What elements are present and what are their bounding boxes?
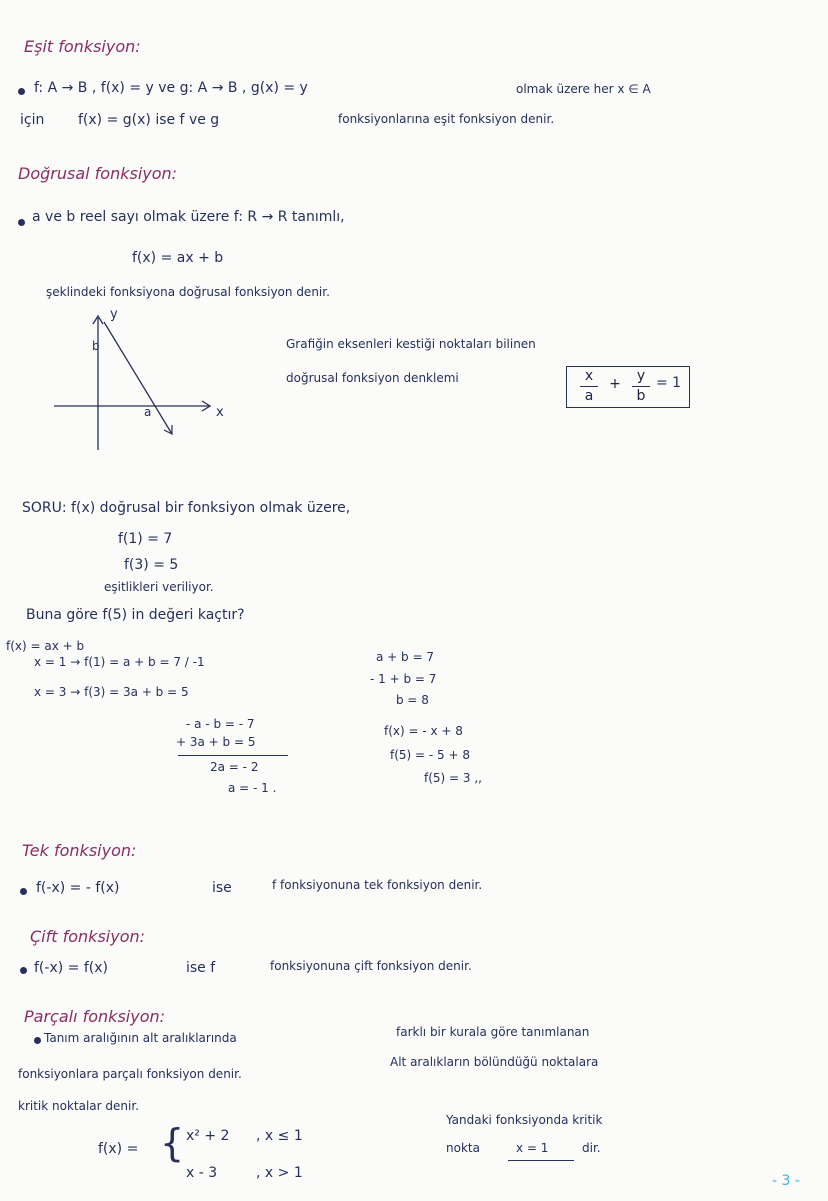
solution-s1: f(x) = ax + b: [6, 639, 85, 653]
solution-r4: f(x) = - x + 8: [384, 724, 463, 738]
section-title-tek: Tek fonksiyon:: [22, 841, 137, 860]
bullet: [18, 219, 25, 226]
esit-line1: f: A → B , f(x) = y ve g: A → B , g(x) = y: [34, 80, 308, 96]
parcali-l2b: Alt aralıkların bölündüğü noktalara: [390, 1055, 599, 1069]
eq-a: a: [584, 388, 594, 404]
section-title-dogrusal: Doğrusal fonksiyon:: [18, 164, 178, 183]
piecewise-cond1: , x ≤ 1: [256, 1128, 303, 1144]
soru-ask: Buna göre f(5) in değeri kaçtır?: [26, 607, 245, 623]
piecewise-case1: x² + 2: [186, 1128, 230, 1144]
solution-r5: f(5) = - 5 + 8: [390, 748, 471, 762]
fraction-bar: [580, 386, 598, 387]
solution-r3: b = 8: [396, 693, 429, 707]
dogrusal-line1: a ve b reel sayı olmak üzere f: R → R tanımlı,: [32, 209, 345, 225]
parcali-l3: kritik noktalar denir.: [18, 1099, 139, 1113]
cift-rest: fonksiyonuna çift fonksiyon denir.: [270, 959, 472, 973]
cift-ise: ise f: [186, 960, 216, 976]
fraction-bar: [632, 386, 650, 387]
soru-given: eşitlikleri veriliyor.: [104, 580, 214, 594]
solution-s5: + 3a + b = 5: [176, 735, 256, 749]
piecewise-fx: f(x) =: [98, 1141, 139, 1157]
critical-note2a: nokta: [446, 1141, 480, 1155]
x-axis-label: x: [216, 405, 224, 420]
solution-r1: a + b = 7: [376, 650, 434, 664]
tek-line: f(-x) = - f(x): [36, 880, 120, 896]
esit-line2c: fonksiyonlarına eşit fonksiyon denir.: [338, 112, 555, 126]
solution-r2: - 1 + b = 7: [370, 672, 437, 686]
esit-line2b: f(x) = g(x) ise f ve g: [78, 112, 220, 128]
bullet: [18, 88, 25, 95]
eq-b: b: [636, 388, 646, 404]
eq-plus: +: [609, 376, 621, 392]
eq-x: x: [584, 368, 594, 384]
tek-ise: ise: [212, 880, 232, 896]
piecewise-cond2: , x > 1: [256, 1165, 303, 1181]
intercept-a-label: a: [144, 405, 152, 419]
linear-function-graph: [48, 300, 248, 460]
eq-y: y: [636, 368, 646, 384]
solution-s7: a = - 1 .: [228, 781, 277, 795]
critical-note1: Yandaki fonksiyonda kritik: [446, 1113, 603, 1127]
esit-line1b: olmak üzere her x ∈ A: [516, 82, 651, 96]
bullet: [34, 1037, 41, 1044]
dogrusal-line3: şeklindeki fonksiyona doğrusal fonksiyon denir.: [46, 285, 330, 299]
section-title-esit: Eşit fonksiyon:: [24, 37, 141, 56]
function-line: [104, 322, 172, 434]
piecewise-brace: {: [160, 1121, 185, 1165]
solution-s4: - a - b = - 7: [186, 717, 255, 731]
soru-f3: f(3) = 5: [124, 557, 179, 573]
solution-s3: x = 3 → f(3) = 3a + b = 5: [34, 685, 189, 699]
solution-r6: f(5) = 3 ,,: [424, 771, 482, 785]
addition-bar: [178, 755, 288, 756]
page-number: - 3 -: [772, 1173, 800, 1189]
parcali-l1b: farklı bir kurala göre tanımlanan: [396, 1025, 590, 1039]
bullet: [20, 888, 27, 895]
dogrusal-formula: f(x) = ax + b: [132, 250, 224, 266]
section-title-cift: Çift fonksiyon:: [30, 927, 146, 946]
tek-rest: f fonksiyonuna tek fonksiyon denir.: [272, 878, 483, 892]
piecewise-case2: x - 3: [186, 1165, 218, 1181]
eq-equals-one: = 1: [656, 375, 682, 391]
soru-line1: SORU: f(x) doğrusal bir fonksiyon olmak üzere,: [22, 500, 351, 516]
parcali-l1a: Tanım aralığının alt aralıklarında: [44, 1031, 237, 1045]
underline: [508, 1160, 574, 1161]
solution-s2: x = 1 → f(1) = a + b = 7 / -1: [34, 655, 205, 669]
cift-line: f(-x) = f(x): [34, 960, 108, 976]
bullet: [20, 967, 27, 974]
solution-s6: 2a = - 2: [210, 760, 259, 774]
y-axis-label: y: [110, 307, 118, 322]
graph-note1: Grafiğin eksenleri kestiği noktaları bilinen: [286, 337, 536, 351]
esit-line2a: için: [20, 112, 45, 128]
critical-note2c: dir.: [582, 1141, 601, 1155]
parcali-l2a: fonksiyonlara parçalı fonksiyon denir.: [18, 1067, 242, 1081]
graph-note2: doğrusal fonksiyon denklemi: [286, 371, 459, 385]
intercept-b-label: b: [92, 339, 100, 353]
section-title-parcali: Parçalı fonksiyon:: [24, 1007, 166, 1026]
soru-f1: f(1) = 7: [118, 531, 173, 547]
critical-note2b: x = 1: [516, 1141, 549, 1155]
